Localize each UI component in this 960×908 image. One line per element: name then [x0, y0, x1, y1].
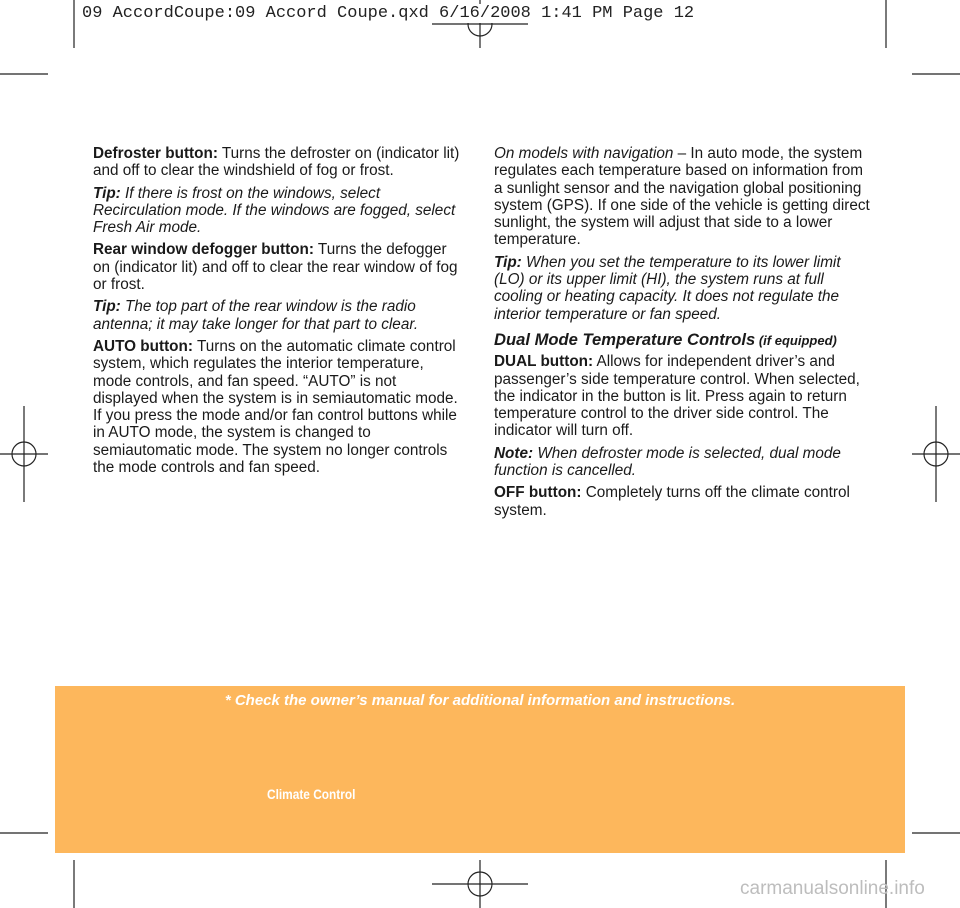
- auto-text: Turns on the automatic climate control system, which regulates the interior temperature, mode controls, and fan speed. “AUTO” is not displayed when the system is in semiautomatic mode. If you press the mode and/or fan control buttons while in AUTO mode, the system is changed to semiautomatic mode. The system no longer controls the mode controls and fan speed.: [93, 337, 458, 477]
- auto-label: AUTO button:: [93, 337, 193, 355]
- dual-paragraph: [494, 353, 872, 439]
- off-label: OFF button:: [494, 484, 582, 502]
- tip-frost-text: If there is frost on the windows, select Recirculation mode. If the windows are fogged, select Fresh Air mode.: [93, 184, 456, 237]
- tip-limits-text: When you set the temperature to its lower limit (LO) or its upper limit (HI), the system runs at full cooling or heating capacity. It does not regulate the interior temperature or fan speed.: [494, 253, 841, 323]
- off-text: Completely turns off the climate control system.: [494, 484, 850, 519]
- defroster-text: Turns the defroster on (indicator lit) and off to clear the windshield of fog or frost.: [93, 145, 460, 180]
- tip-antenna: [93, 298, 465, 333]
- rear-defogger-label: Rear window defogger button:: [93, 241, 314, 259]
- note-dual-label: Note:: [494, 444, 534, 462]
- tip-limits: [494, 254, 872, 323]
- tip-frost: [93, 185, 465, 237]
- dual-label: DUAL button:: [494, 353, 594, 371]
- dual-mode-heading-note: (if equipped): [755, 332, 837, 348]
- tip-antenna-text: The top part of the rear window is the radio antenna; it may take longer for that part to clear.: [93, 298, 419, 333]
- navigation-paragraph: [494, 145, 872, 249]
- tip-limits-label: Tip:: [494, 253, 522, 271]
- note-dual: [494, 445, 872, 480]
- watermark: carmanualsonline.info: [740, 878, 925, 899]
- tip-antenna-label: Tip:: [93, 298, 121, 316]
- dual-mode-heading-text: Dual Mode Temperature Controls: [494, 329, 756, 349]
- dual-text: Allows for independent driver’s and passenger’s side temperature control. When selected, the indicator in the button is lit. Press again to return temperature control to the driver side control. The indicator will turn off.: [494, 353, 860, 440]
- defroster-label: Defroster button:: [93, 145, 218, 162]
- right-column: [494, 145, 872, 524]
- print-slug: 09 AccordCoupe:09 Accord Coupe.qxd 6/16/2008 1:41 PM Page 12: [82, 4, 695, 23]
- navigation-label: On models with navigation: [494, 145, 674, 162]
- defroster-paragraph: [93, 145, 465, 180]
- auto-paragraph: [93, 338, 465, 476]
- tip-frost-label: Tip:: [93, 184, 121, 202]
- navigation-text: – In auto mode, the system regulates each temperature based on information from a sunlight sensor and the navigation global positioning system (GPS). If one side of the vehicle is getting direct sunlight, the system will adjust that side to a lower temperature.: [494, 145, 870, 249]
- rear-defogger-paragraph: [93, 241, 465, 293]
- left-column: [93, 145, 465, 481]
- footer-note: * Check the owner’s manual for additional information and instructions.: [224, 692, 736, 709]
- dual-mode-heading: [494, 331, 872, 349]
- off-paragraph: [494, 484, 872, 519]
- note-dual-text: When defroster mode is selected, dual mode function is cancelled.: [494, 444, 841, 480]
- rear-defogger-text: Turns the defogger on (indicator lit) and off to clear the rear window of fog or frost.: [93, 241, 458, 294]
- section-title: Climate Control: [267, 787, 356, 802]
- footer-band: [55, 686, 905, 853]
